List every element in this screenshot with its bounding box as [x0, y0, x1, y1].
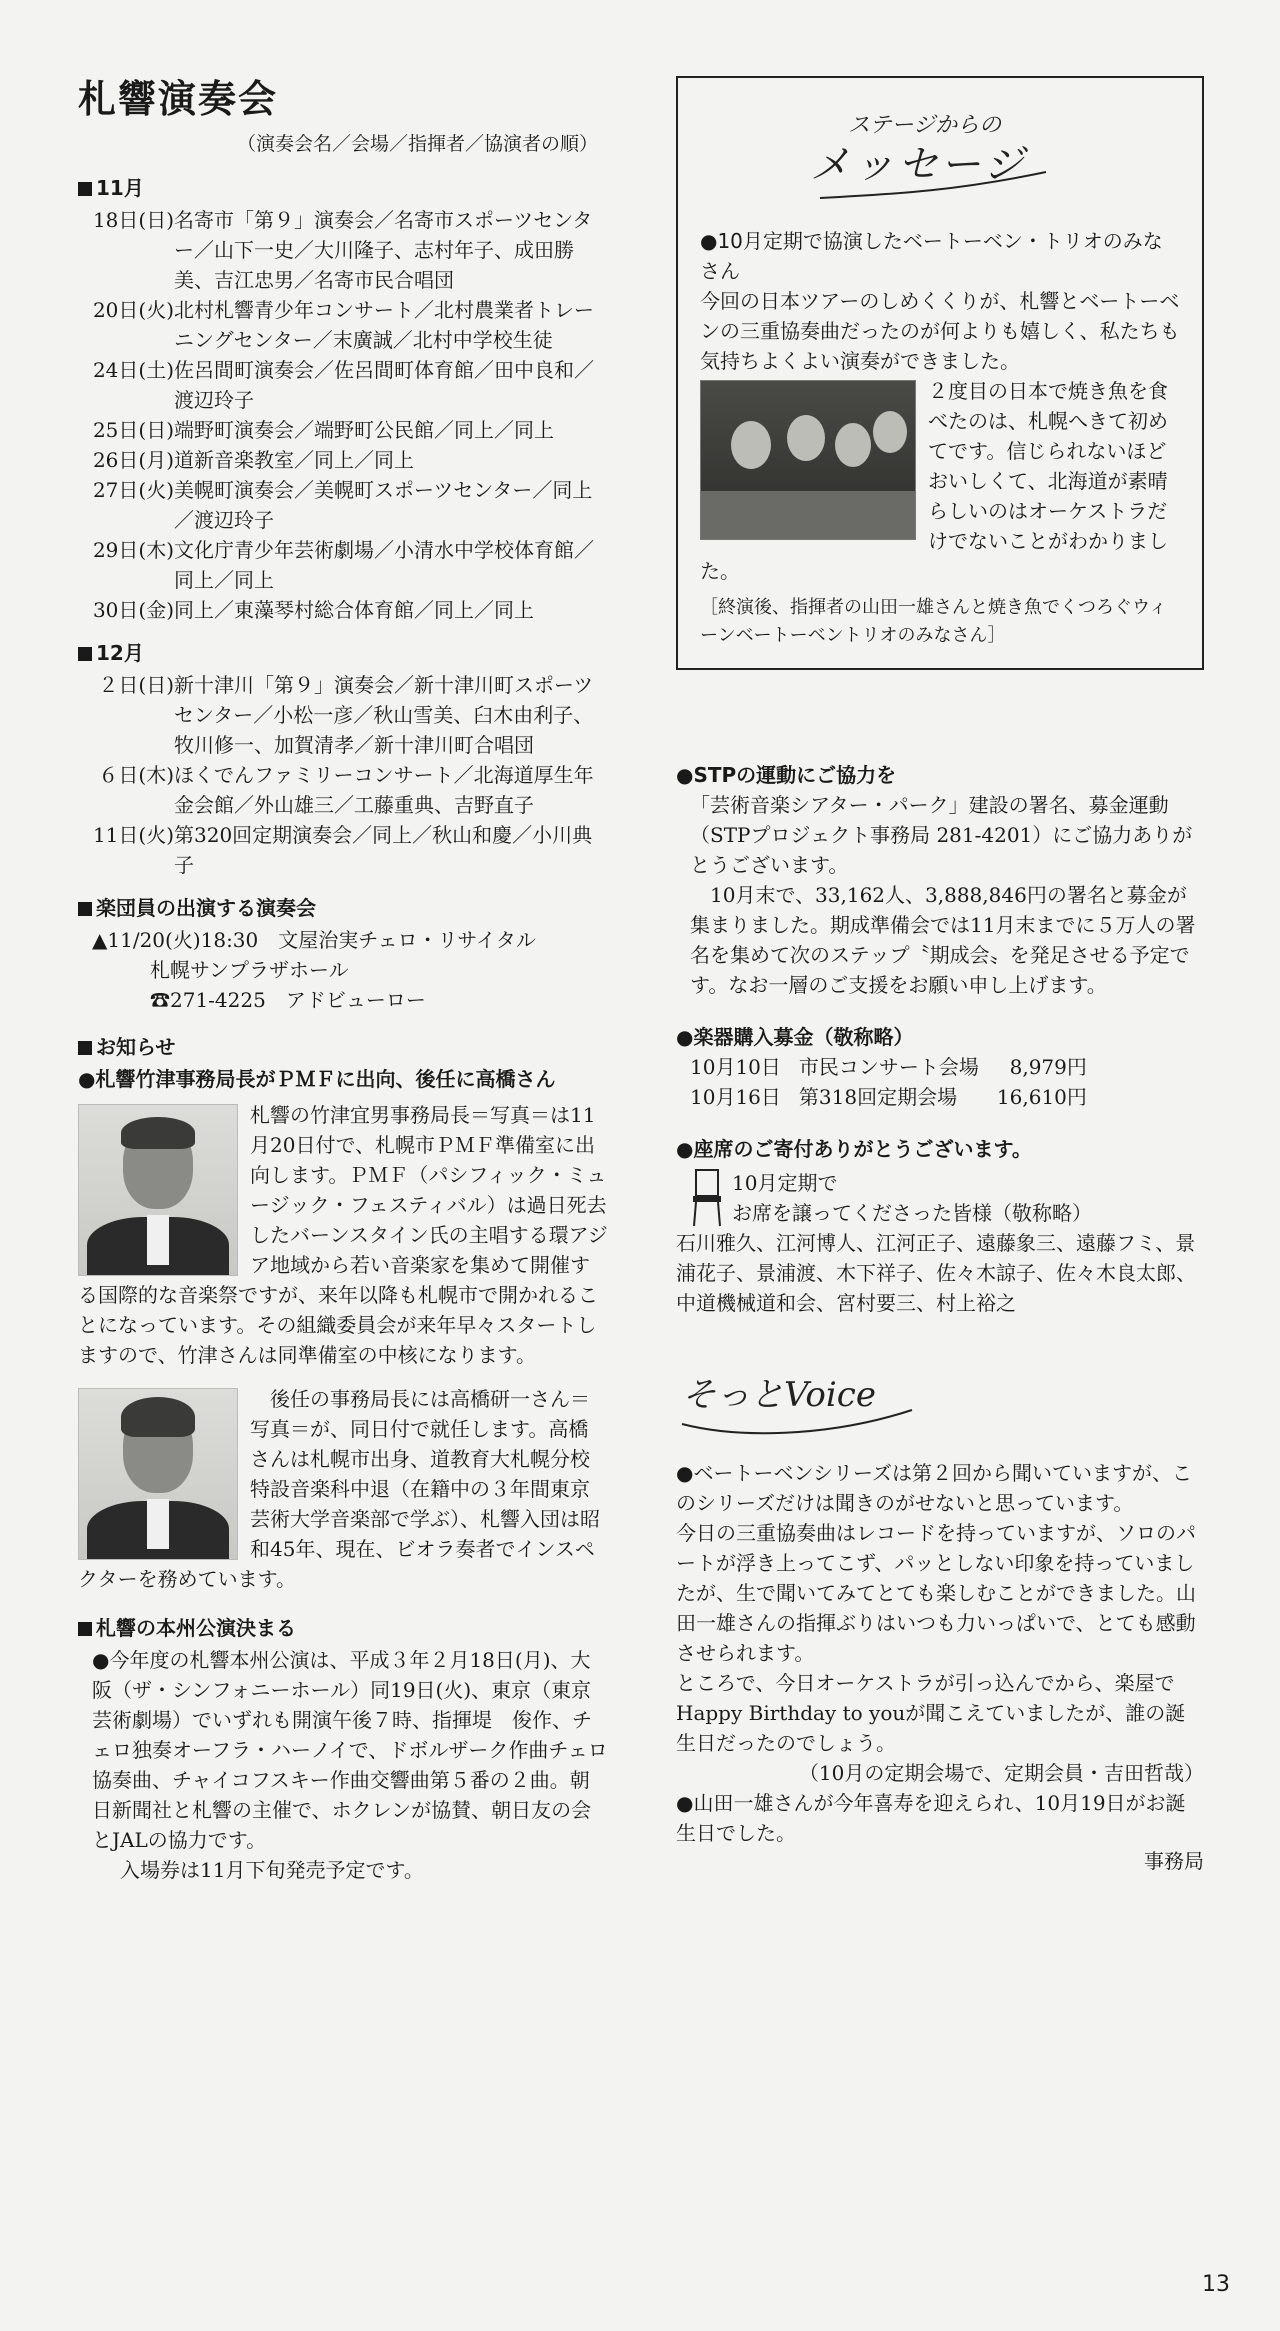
- portrait-photo: [78, 1104, 238, 1276]
- voice-paragraph-3: ところで、今日オーケストラが引っ込んでから、楽屋でHappy Birthday to youが聞こえていましたが、誰の誕生日だったのでしょう。: [676, 1671, 1186, 1755]
- schedule-entry: 18日(日) 名寄市「第９」演奏会／名寄市スポーツセンター／山下一史／大川隆子、志村年子、成田勝美、吉江忠男／名寄市民合唱団: [92, 208, 593, 292]
- voice-signature-office: 事務局: [1144, 1849, 1204, 1873]
- members-line: ☎271-4225 アドビューロー: [150, 988, 426, 1012]
- page-title: 札響演奏会: [78, 77, 279, 121]
- seat-heading: ●座席のご寄付ありがとうございます。: [676, 1137, 1032, 1161]
- schedule-entry: 24日(土) 佐呂間町演奏会／佐呂間町体育館／田中良和／渡辺玲子: [92, 358, 594, 412]
- square-bullet-icon: [78, 1041, 92, 1055]
- members-line: 札幌サンプラザホール: [150, 958, 349, 982]
- voice-paragraph-4: ●山田一雄さんが今年喜寿を迎えられ、10月19日がお誕生日でした。: [676, 1791, 1186, 1845]
- page-subtitle: （演奏会名／会場／指揮者／協演者の順）: [236, 133, 598, 155]
- square-bullet-icon: [78, 182, 92, 196]
- right-column: [676, 76, 1204, 1876]
- square-bullet-icon: [78, 647, 92, 661]
- stp-paragraph-1: 「芸術音楽シアター・パーク」建設の署名、募金運動（STPプロジェクト事務局 281-4201）にご協力ありがとうございます。: [690, 793, 1193, 877]
- tour-tickets: 入場券は11月下旬発売予定です。: [120, 1858, 424, 1882]
- seat-names: 石川雅久、江河博人、江河正子、遠藤象三、遠藤フミ、景浦花子、景浦渡、木下祥子、佐々木諒子、佐々木良太郎、中道機械道和会、宮村要三、村上裕之: [676, 1231, 1196, 1315]
- group-photo: [700, 380, 916, 540]
- square-bullet-icon: [78, 1622, 92, 1636]
- message-paragraph-1: 今回の日本ツアーのしめくくりが、札響とベートーベンの三重協奏曲だったのが何よりも嬉しく、私たちも気持ちよくよい演奏ができました。: [700, 289, 1180, 373]
- schedule-entry: 20日(火) 北村札響青少年コンサート／北村農業者トレーニングセンター／末廣誠／北村中学校生徒: [92, 298, 594, 352]
- seat-donation: [676, 1134, 1204, 1318]
- seat-intro-2: お席を譲ってくださった皆様（敬称略）: [732, 1201, 1092, 1225]
- voice-paragraph-2: 今日の三重協奏曲はレコードを持っていますが、ソロのパートが浮き上ってこず、パッとしない印象を持っていましたが、生で聞いてみてとても楽しむことができました。山田一雄さんの指揮ぶりはいつも力いっぱいで、とても感動させられます。: [676, 1521, 1196, 1665]
- stp-section: [676, 760, 1204, 1000]
- stage-message-box: [676, 76, 1204, 670]
- schedule-entry: 29日(木) 文化庁青少年芸術劇場／小清水中学校体育館／同上／同上: [92, 538, 594, 592]
- square-bullet-icon: [78, 902, 92, 916]
- stp-heading: ●STPの運動にご協力を: [676, 763, 897, 787]
- voice-section: [676, 1458, 1204, 1876]
- message-title-big: メッセージ: [810, 142, 1028, 188]
- notice-1-heading: ●札響竹津事務局長がＰＭＦに出向、後任に高橋さん: [78, 1067, 556, 1091]
- members-concerts: [78, 892, 608, 1015]
- voice-logo-art: [676, 1354, 936, 1444]
- notice-section: [78, 1031, 608, 1594]
- december-schedule: [78, 637, 608, 880]
- table-row: 10月10日 市民コンサート会場 8,979円: [690, 1055, 1087, 1079]
- month-heading-nov: 11月: [78, 172, 608, 201]
- schedule-entry: 11日(火) 第320回定期演奏会／同上／秋山和慶／小川典子: [92, 823, 593, 877]
- message-heading: ●10月定期で協演したベートーベン・トリオのみなさん: [700, 229, 1163, 283]
- message-title-logo: [700, 98, 1180, 218]
- schedule-entry: 27日(火) 美幌町演奏会／美幌町スポーツセンター／同上／渡辺玲子: [92, 478, 593, 532]
- instrument-heading: ●楽器購入募金（敬称略）: [676, 1025, 914, 1049]
- tour-section: [78, 1612, 608, 1885]
- voice-logo: [676, 1354, 1204, 1444]
- page-number: 13: [1202, 2272, 1230, 2297]
- chair-icon: [690, 1168, 724, 1228]
- voice-signature: （10月の定期会場で、定期会員・吉田哲哉）: [798, 1761, 1204, 1785]
- notice-heading: お知らせ: [78, 1031, 608, 1060]
- november-schedule: [78, 172, 608, 625]
- message-title-art: [700, 98, 1180, 218]
- voice-paragraph-1: ●ベートーベンシリーズは第２回から聞いていますが、このシリーズだけは聞きのがせないと思っています。: [676, 1461, 1192, 1515]
- notice-2-body: 後任の事務局長には高橋研一さん＝写真＝が、同日付で就任します。高橋さんは札幌市出身、道教育大札幌分校特設音楽科中退（在籍中の３年間東京芸術大学音楽部で学ぶ）、札響入団は昭和45年、現在、ビオラ奏者でインスペクターを務めています。: [78, 1387, 600, 1591]
- photo-caption: ［終演後、指揮者の山田一雄さんと焼き魚でくつろぐウィーンベートーベントリオのみなさん］: [700, 597, 1167, 646]
- schedule-entry: ２日(日) 新十津川「第９」演奏会／新十津川町スポーツセンター／小松一彦／秋山雪美、臼木由利子、牧川修一、加賀清孝／新十津川町合唱団: [98, 673, 594, 757]
- stp-paragraph-2: 10月末で、33,162人、3,888,846円の署名と募金が集まりました。期成準備会では11月末までに５万人の署名を集めて次のステップ〝期成会〟を発足させる予定です。なお一層のご支援をお願い申し上げます。: [690, 883, 1196, 997]
- schedule-list-dec: [78, 670, 608, 880]
- schedule-entry: 30日(金) 同上／東藻琴村総合体育館／同上／同上: [92, 598, 534, 622]
- portrait-photo: [78, 1388, 238, 1560]
- left-column: [78, 68, 608, 1885]
- schedule-entry: 26日(月) 道新音楽教室／同上／同上: [92, 448, 414, 472]
- table-row: 10月16日 第318回定期会場 16,610円: [690, 1085, 1087, 1109]
- schedule-entry: ６日(木) ほくでんファミリーコンサート／北海道厚生年金会館／外山雄三／工藤重典、吉野直子: [98, 763, 594, 817]
- notice-1-body: 札響の竹津宜男事務局長＝写真＝は11月20日付で、札幌市ＰＭＦ準備室に出向します。ＰＭＦ（パシフィック・ミュージック・フェスティバル）は過日死去したバーンスタイン氏の主唱する環アジア地域から若い音楽家を集めて開催する国際的な音楽祭ですが、来年以降も札幌市で開かれることになっています。その組織委員会が来年早々スタートしますので、竹津さんは同準備室の中核になります。: [78, 1103, 608, 1367]
- tour-body: ●今年度の札響本州公演は、平成３年２月18日(月)、大阪（ザ・シンフォニーホール）同19日(火)、東京（東京芸術劇場）でいずれも開演午後７時、指揮堤 俊作、チェロ独奏オーフラ・ハーノイで、ドボルザーク作曲チェロ協奏曲、チャイコフスキー作曲交響曲第５番の２曲。朝日新聞社と札響の主催で、ホクレンが協賛、朝日友の会とJALの協力です。: [92, 1648, 608, 1852]
- schedule-list-nov: [78, 205, 608, 625]
- message-title-small: ステージからの: [848, 113, 1002, 138]
- seat-intro-1: 10月定期で: [732, 1171, 838, 1195]
- donation-table: [690, 1052, 1087, 1112]
- message-paragraph-2: ２度目の日本で焼き魚を食べたのは、札幌へきて初めてです。信じられないほどおいしくて、北海道が素晴らしいのはオーケストラだけでないことがわかりました。: [700, 379, 1168, 583]
- members-line: ▲11/20(火)18:30 文屋治実チェロ・リサイタル: [92, 928, 536, 952]
- members-heading: 楽団員の出演する演奏会: [78, 892, 608, 921]
- tour-heading: 札響の本州公演決まる: [78, 1612, 608, 1641]
- instrument-fund: [676, 1022, 1204, 1112]
- month-heading-dec: 12月: [78, 637, 608, 666]
- schedule-entry: 25日(日) 端野町演奏会／端野町公民館／同上／同上: [92, 418, 554, 442]
- voice-logo-text: そっとVoice: [682, 1375, 876, 1415]
